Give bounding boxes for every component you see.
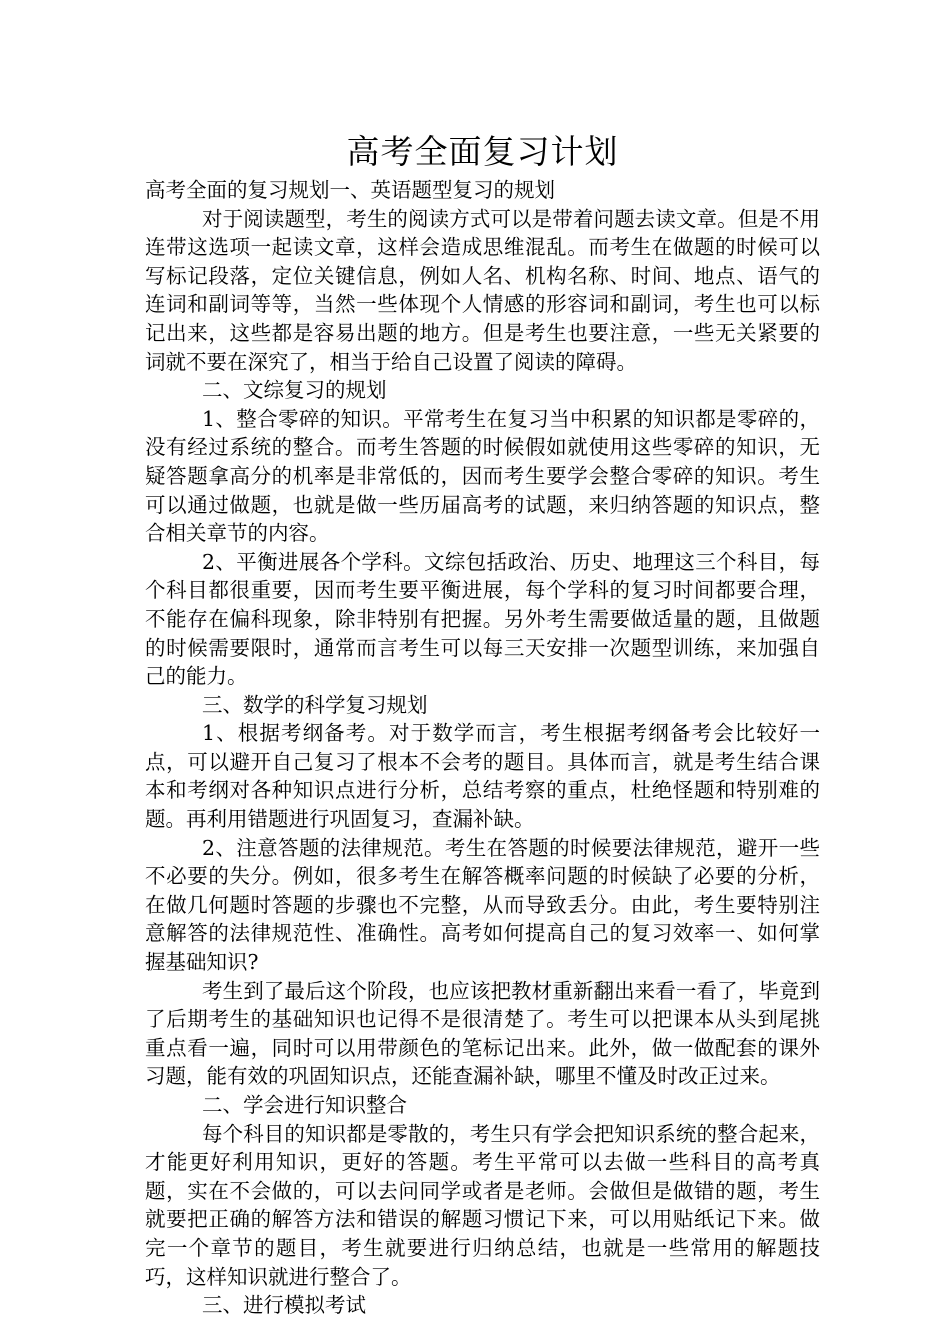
section-heading-mock-exam: 三、进行模拟考试 [202, 1293, 366, 1318]
section-heading-integration: 二、学会进行知识整合 [202, 1093, 407, 1117]
section-heading-wenzong: 二、文综复习的规划 [202, 378, 387, 403]
paragraph-wenzong-1: 1、整合零碎的知识。平常考生在复习当中积累的知识都是零碎的，没有经过系统的整合。而考生答题的时候假如就使用这些零碎的知识，无疑答题拿高分的机率是非常低的，因而考生要学会整合零碎的知识。考生可以通过做题，也就是做一些历届高考的试题，来归纳答题的知识点，整合相关章节的内容。 [145, 406, 820, 546]
paragraph-english-reading: 对于阅读题型，考生的阅读方式可以是带着问题去读文章。但是不用连带这选项一起读文章，这样会造成思维混乱。而考生在做题的时候可以写标记段落，定位关键信息，例如人名、机构名称、时间、地点、语气的连词和副词等等，当然一些体现个人情感的形容词和副词，考生也可以标记出来，这些都是容易出题的地方。但是考生也要注意，一些无关紧要的词就不要在深究了，相当于给自己设置了阅读的障碍。 [145, 206, 820, 374]
paragraph-subtitle: 高考全面的复习规划一、英语题型复习的规划 [145, 178, 555, 202]
paragraph-basics: 考生到了最后这个阶段，也应该把教材重新翻出来看一看了，毕竟到了后期考生的基础知识也记得不是很清楚了。考生可以把课本从头到尾挑重点看一遍，同时可以用带颜色的笔标记出来。此外，做一做配套的课外习题，能有效的巩固知识点，还能查漏补缺，哪里不懂及时改正过来。 [145, 978, 820, 1089]
section-heading-math: 三、数学的科学复习规划 [202, 692, 428, 717]
paragraph-math-1: 1、根据考纲备考。对于数学而言，考生根据考纲备考会比较好一点，可以避开自己复习了根本不会考的题目。具体而言，就是考生结合课本和考纲对各种知识点进行分析，总结考察的重点，杜绝怪题和特别难的题。再利用错题进行巩固复习，查漏补缺。 [145, 721, 820, 832]
paragraph-integration: 每个科目的知识都是零散的，考生只有学会把知识系统的整合起来，才能更好利用知识，更好的答题。考生平常可以去做一些科目的高考真题，实在不会做的，可以去问同学或者是老师。会做但是做错的题，考生就要把正确的解答方法和错误的解题习惯记下来，可以用贴纸记下来。做完一个章节的题目，考生就要进行归纳总结，也就是一些常用的解题技巧，这样知识就进行整合了。 [145, 1121, 820, 1289]
paragraph-wenzong-2: 2、平衡进展各个学科。文综包括政治、历史、地理这三个科目，每个科目都很重要，因而考生要平衡进展，每个学科的复习时间都要合理，不能存在偏科现象，除非特别有把握。另外考生需要做适量的题，且做题的时候需要限时，通常而言考生可以每三天安排一次题型训练，来加强自己的能力。 [145, 549, 820, 689]
paragraph-math-2: 2、注意答题的法律规范。考生在答题的时候要法律规范，避开一些不必要的失分。例如，很多考生在解答概率问题的时候缺了必要的分析，在做几何题时答题的步骤也不完整，从而导致丢分。由此，考生要特别注意解答的法律规范性、准确性。高考如何提高自己的复习效率一、如何掌握基础知识? [145, 835, 820, 975]
document-title: 高考全面复习计划 [346, 132, 619, 171]
document-body [145, 176, 820, 1320]
document-page [145, 128, 820, 1320]
